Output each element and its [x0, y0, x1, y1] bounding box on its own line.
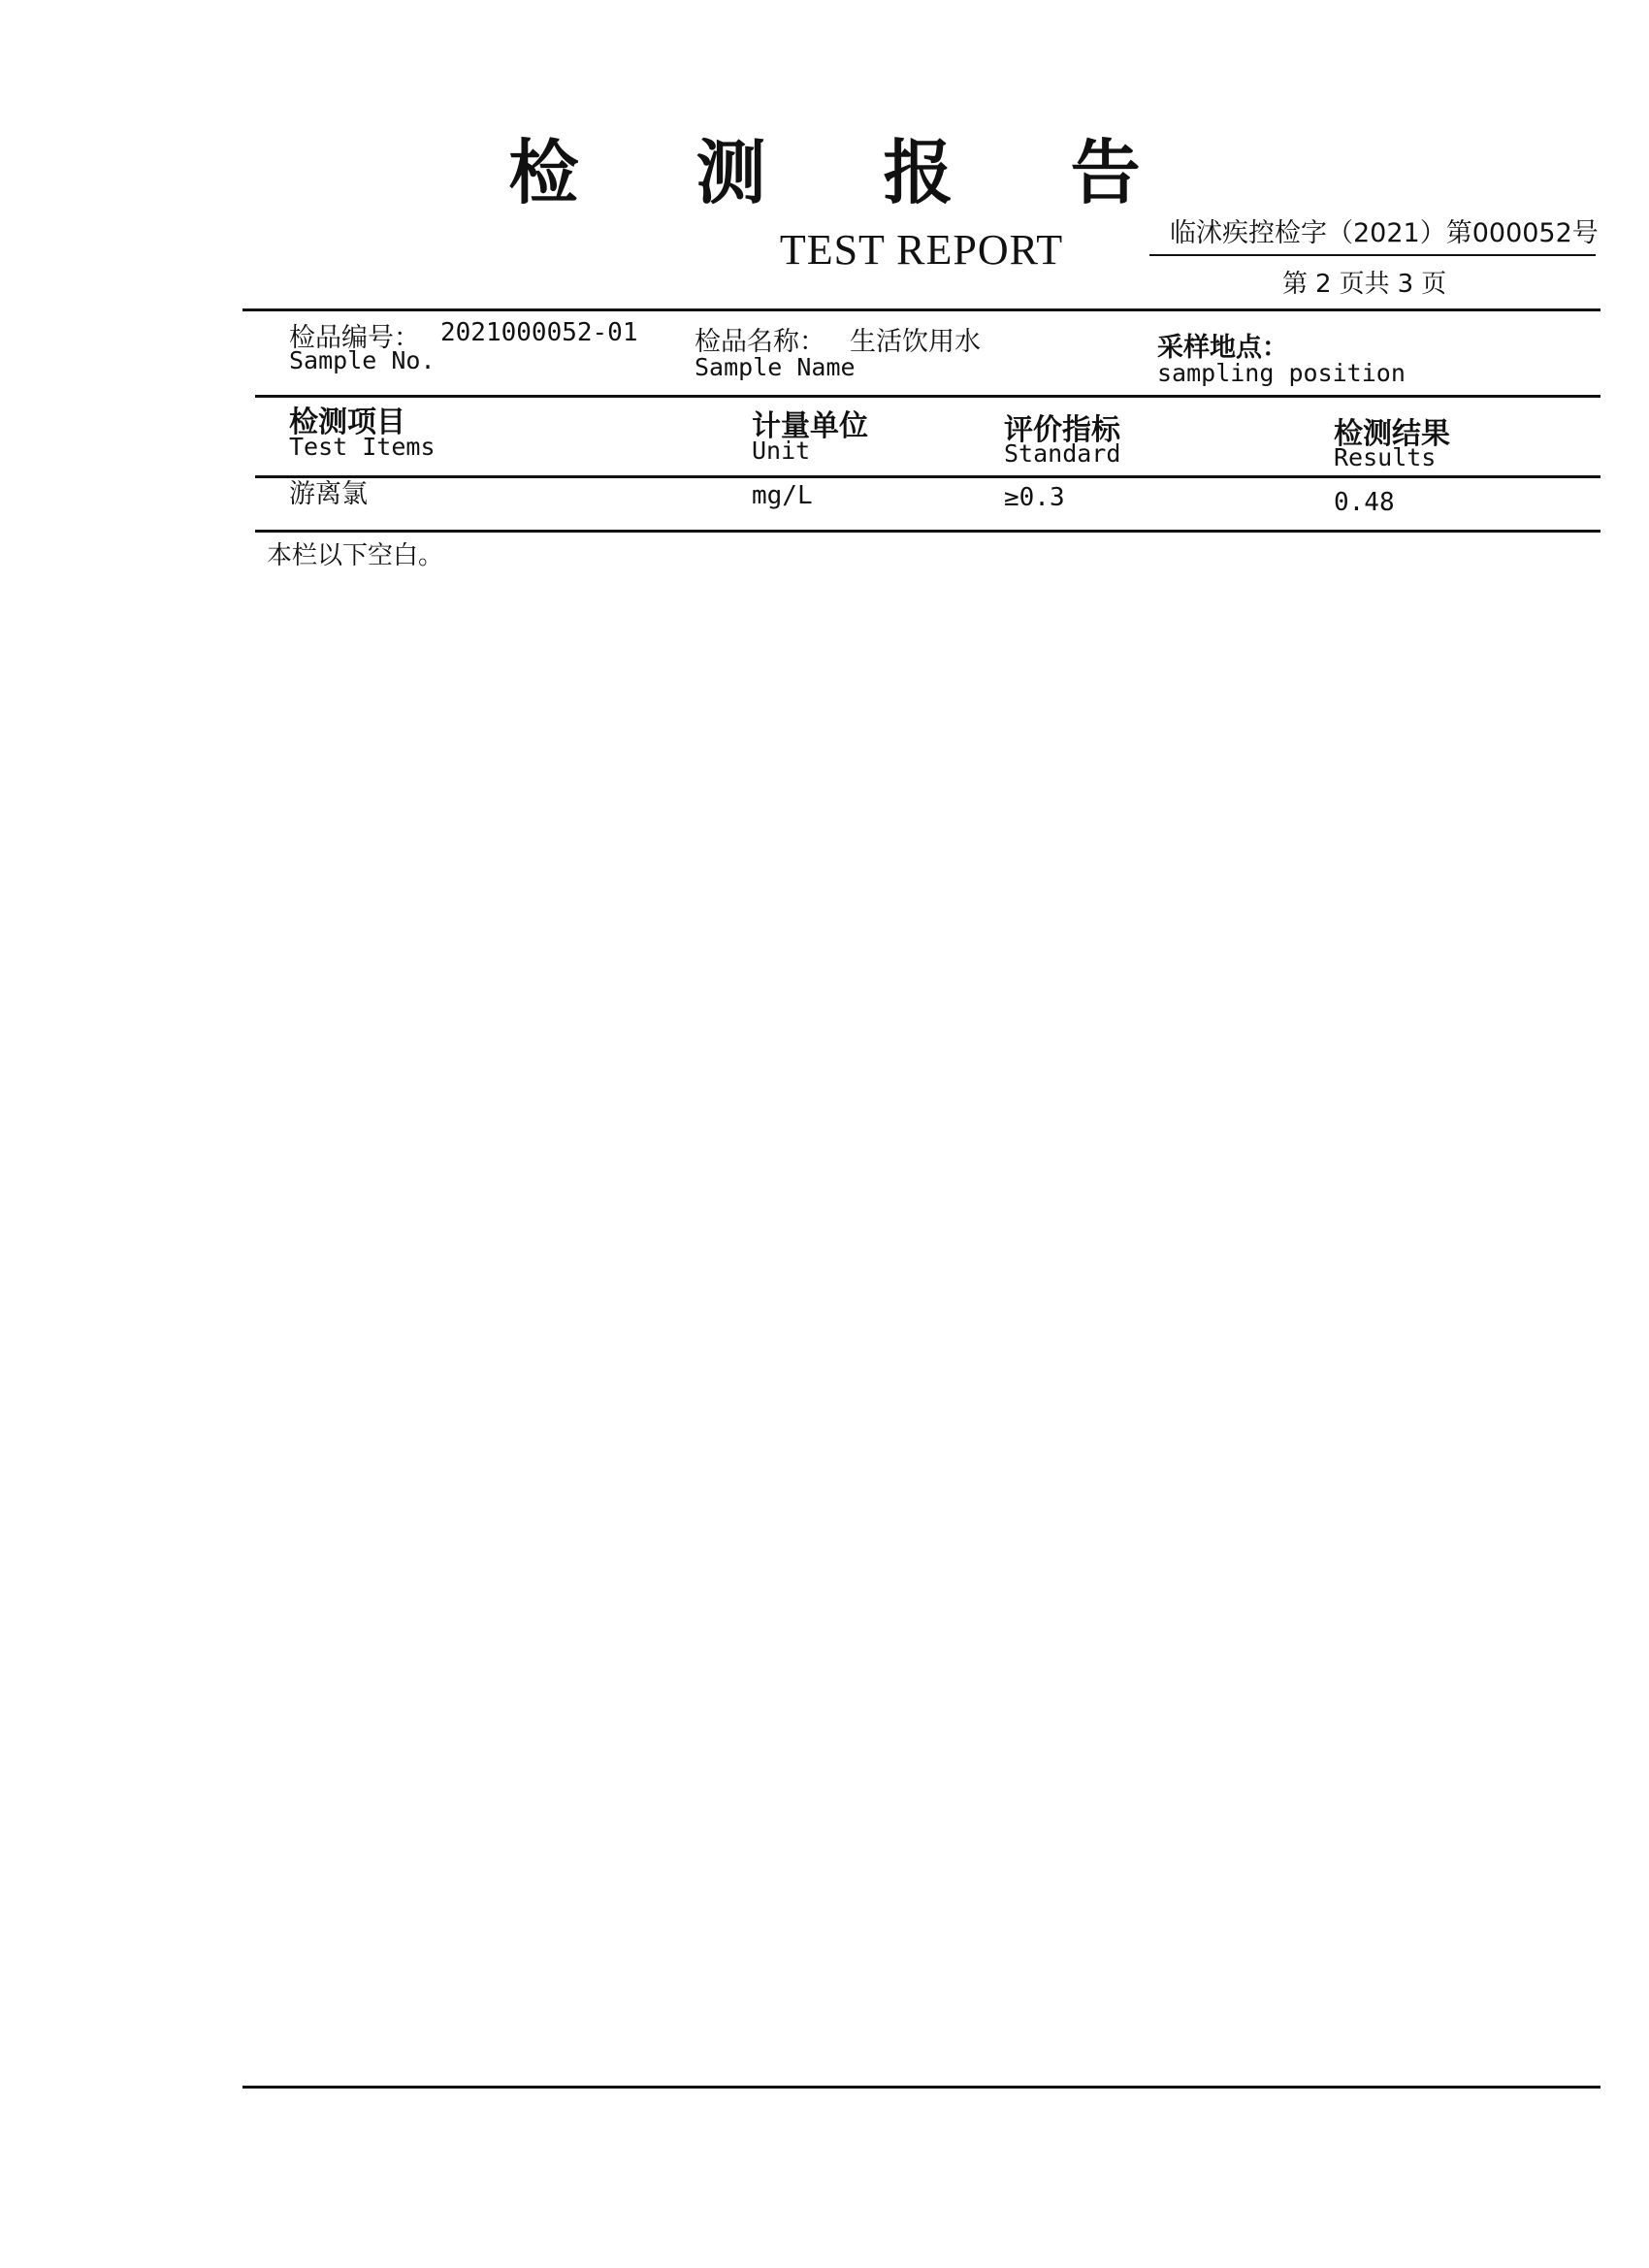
- cell-test-item: 游离氯: [289, 479, 368, 509]
- col-head-test-items-en: Test Items: [289, 433, 436, 461]
- col-head-standard-en: Standard: [1004, 439, 1121, 468]
- column-header-rule: [255, 475, 1600, 478]
- col-head-unit-en: Unit: [752, 437, 811, 465]
- report-number-underline: [1149, 254, 1596, 256]
- col-head-results-cn: 检测结果: [1334, 417, 1450, 451]
- report-title-cn: 检 测 报 告: [508, 132, 1187, 213]
- sample-no-value: 2021000052-01: [440, 318, 638, 347]
- page-bottom-rule: [242, 2086, 1600, 2089]
- cell-standard: ≥0.3: [1004, 483, 1065, 512]
- sample-no-label-en: Sample No.: [289, 346, 436, 374]
- page-suffix: 页: [1421, 270, 1447, 299]
- page-total: 3: [1397, 270, 1414, 299]
- page-indicator: [1278, 264, 1450, 300]
- col-head-test-items-cn: 检测项目: [289, 405, 405, 439]
- sampling-position-label-en: sampling position: [1157, 359, 1406, 387]
- col-head-standard-cn: 评价指标: [1004, 413, 1120, 447]
- page-current: 2: [1315, 270, 1332, 299]
- table-bottom-rule: [255, 530, 1600, 533]
- report-number: 临沭疾控检字（2021）第000052号: [1170, 218, 1599, 248]
- sample-name-label-cn: 检品名称：: [695, 327, 825, 357]
- page-prefix: 第: [1282, 270, 1309, 299]
- cell-unit: mg/L: [752, 481, 813, 510]
- col-head-results-en: Results: [1334, 443, 1437, 471]
- sample-name-label-en: Sample Name: [695, 353, 856, 381]
- page-middle: 页共: [1339, 270, 1390, 299]
- cell-result: 0.48: [1334, 488, 1395, 517]
- header-rule: [255, 395, 1600, 398]
- report-title-en: TEST REPORT: [779, 226, 1064, 274]
- sample-name-value: 生活饮用水: [850, 327, 981, 357]
- sample-no-label-cn: 检品编号：: [289, 323, 420, 353]
- col-head-unit-cn: 计量单位: [752, 409, 868, 443]
- blank-below-note: 本栏以下空白。: [267, 541, 444, 570]
- sampling-position-label-cn: 采样地点：: [1157, 333, 1288, 363]
- table-top-rule: [242, 308, 1600, 311]
